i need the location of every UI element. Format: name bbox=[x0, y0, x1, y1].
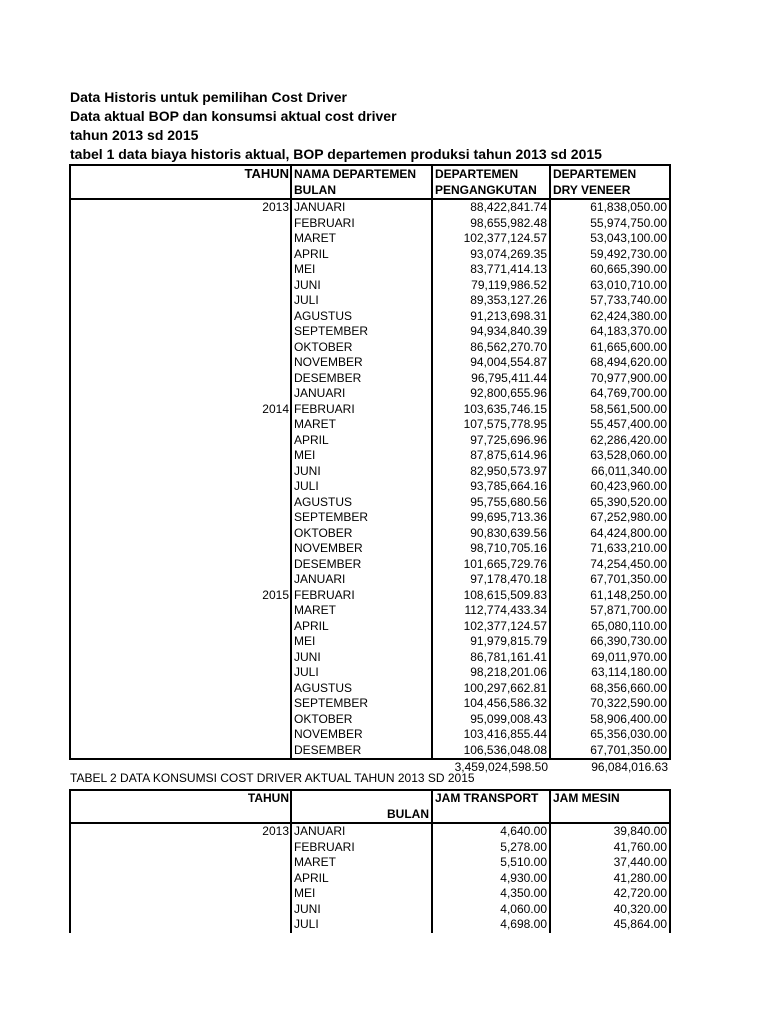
table-row bbox=[70, 712, 670, 728]
cell-pengangkutan: 101,665,729.76 bbox=[432, 557, 550, 573]
cell-bulan: JUNI bbox=[291, 650, 432, 666]
cell-bulan: MEI bbox=[291, 262, 432, 278]
cell-bulan: JUNI bbox=[291, 464, 432, 480]
cell-jam-transport: 5,278.00 bbox=[432, 840, 550, 856]
table1-header-dept1: DEPARTEMEN bbox=[432, 165, 550, 182]
cell-pengangkutan: 97,725,696.96 bbox=[432, 433, 550, 449]
cell-dry-veneer: 63,528,060.00 bbox=[550, 448, 670, 464]
cell-bulan: JULI bbox=[291, 917, 432, 933]
table-row bbox=[70, 340, 670, 356]
heading-line: Data Historis untuk pemilihan Cost Driver bbox=[70, 89, 347, 105]
table-row bbox=[70, 495, 670, 511]
table-row bbox=[70, 231, 670, 247]
table-row bbox=[70, 902, 670, 918]
cell-jam-mesin: 37,440.00 bbox=[550, 855, 670, 871]
cell-tahun bbox=[70, 650, 291, 666]
cell-bulan: OKTOBER bbox=[291, 712, 432, 728]
cell-pengangkutan: 102,377,124.57 bbox=[432, 619, 550, 635]
cell-tahun bbox=[70, 231, 291, 247]
cell-jam-transport: 5,510.00 bbox=[432, 855, 550, 871]
cell-bulan: SEPTEMBER bbox=[291, 324, 432, 340]
table-row bbox=[70, 293, 670, 309]
table-row bbox=[70, 371, 670, 387]
cell-bulan: OKTOBER bbox=[291, 340, 432, 356]
table-row bbox=[70, 199, 670, 216]
table-row bbox=[70, 464, 670, 480]
table-row bbox=[70, 681, 670, 697]
cell-pengangkutan: 82,950,573.97 bbox=[432, 464, 550, 480]
cell-dry-veneer: 60,423,960.00 bbox=[550, 479, 670, 495]
cell-tahun bbox=[70, 696, 291, 712]
cell-pengangkutan: 86,781,161.41 bbox=[432, 650, 550, 666]
cell-dry-veneer: 58,906,400.00 bbox=[550, 712, 670, 728]
cell-tahun bbox=[70, 840, 291, 856]
cell-bulan: MARET bbox=[291, 417, 432, 433]
cell-jam-mesin: 45,864.00 bbox=[550, 917, 670, 933]
cell-pengangkutan: 83,771,414.13 bbox=[432, 262, 550, 278]
table-row bbox=[70, 871, 670, 887]
cell-pengangkutan: 96,795,411.44 bbox=[432, 371, 550, 387]
cell-bulan: JANUARI bbox=[291, 572, 432, 588]
cell-jam-transport: 4,698.00 bbox=[432, 917, 550, 933]
cell-bulan: JULI bbox=[291, 479, 432, 495]
table-row bbox=[70, 855, 670, 871]
cell-bulan: FEBRUARI bbox=[291, 402, 432, 418]
cell-pengangkutan: 103,416,855.44 bbox=[432, 727, 550, 743]
cell-tahun bbox=[70, 340, 291, 356]
cell-dry-veneer: 70,322,590.00 bbox=[550, 696, 670, 712]
cell-bulan: JULI bbox=[291, 293, 432, 309]
cell-bulan: NOVEMBER bbox=[291, 355, 432, 371]
table-row bbox=[70, 650, 670, 666]
cell-bulan: SEPTEMBER bbox=[291, 696, 432, 712]
cell-dry-veneer: 64,769,700.00 bbox=[550, 386, 670, 402]
table1-header-dept1-sub: PENGANGKUTAN bbox=[432, 182, 550, 199]
table-row bbox=[70, 886, 670, 902]
cell-bulan: JANUARI bbox=[291, 199, 432, 216]
cell-pengangkutan: 94,004,554.87 bbox=[432, 355, 550, 371]
cell-bulan: MARET bbox=[291, 855, 432, 871]
table2-header-jam-mesin: JAM MESIN bbox=[550, 790, 670, 807]
document-headings bbox=[70, 88, 602, 164]
cell-tahun bbox=[70, 464, 291, 480]
table-row bbox=[70, 262, 670, 278]
cell-dry-veneer: 64,424,800.00 bbox=[550, 526, 670, 542]
cell-bulan: JANUARI bbox=[291, 386, 432, 402]
cell-tahun bbox=[70, 557, 291, 573]
cell-tahun bbox=[70, 712, 291, 728]
cell-tahun bbox=[70, 665, 291, 681]
table-row bbox=[70, 696, 670, 712]
table-row bbox=[70, 247, 670, 263]
cell-bulan: AGUSTUS bbox=[291, 681, 432, 697]
cell-jam-transport: 4,060.00 bbox=[432, 902, 550, 918]
cell-pengangkutan: 100,297,662.81 bbox=[432, 681, 550, 697]
cell-jam-mesin: 41,760.00 bbox=[550, 840, 670, 856]
cell-bulan: DESEMBER bbox=[291, 371, 432, 387]
cell-pengangkutan: 95,099,008.43 bbox=[432, 712, 550, 728]
table2-header-row-2 bbox=[70, 807, 670, 824]
cell-dry-veneer: 60,665,390.00 bbox=[550, 262, 670, 278]
cell-dry-veneer: 65,390,520.00 bbox=[550, 495, 670, 511]
cell-tahun bbox=[70, 902, 291, 918]
cell-pengangkutan: 98,218,201.06 bbox=[432, 665, 550, 681]
table1-header-dept2-sub: DRY VENEER bbox=[550, 182, 670, 199]
cell-pengangkutan: 94,934,840.39 bbox=[432, 324, 550, 340]
cell-bulan: MARET bbox=[291, 231, 432, 247]
cell-dry-veneer: 55,974,750.00 bbox=[550, 216, 670, 232]
cell-bulan: MEI bbox=[291, 886, 432, 902]
cell-bulan: NOVEMBER bbox=[291, 541, 432, 557]
table-row bbox=[70, 557, 670, 573]
cell-tahun bbox=[70, 417, 291, 433]
cell-tahun bbox=[70, 278, 291, 294]
cell-pengangkutan: 102,377,124.57 bbox=[432, 231, 550, 247]
table1-header-nama: NAMA DEPARTEMEN bbox=[291, 165, 432, 182]
cell-bulan: AGUSTUS bbox=[291, 495, 432, 511]
cell-pengangkutan: 106,536,048.08 bbox=[432, 743, 550, 760]
cell-pengangkutan: 91,979,815.79 bbox=[432, 634, 550, 650]
cell-pengangkutan: 98,710,705.16 bbox=[432, 541, 550, 557]
table-row bbox=[70, 665, 670, 681]
cell-dry-veneer: 67,701,350.00 bbox=[550, 572, 670, 588]
cell-tahun bbox=[70, 572, 291, 588]
cell-pengangkutan: 108,615,509.83 bbox=[432, 588, 550, 604]
cell-dry-veneer: 65,080,110.00 bbox=[550, 619, 670, 635]
table1-header-dept2: DEPARTEMEN bbox=[550, 165, 670, 182]
cell-pengangkutan: 87,875,614.96 bbox=[432, 448, 550, 464]
table-row bbox=[70, 572, 670, 588]
cell-dry-veneer: 70,977,900.00 bbox=[550, 371, 670, 387]
cell-tahun bbox=[70, 510, 291, 526]
cell-tahun bbox=[70, 216, 291, 232]
cell-tahun: 2014 bbox=[70, 402, 291, 418]
cell-bulan: AGUSTUS bbox=[291, 309, 432, 325]
table-row bbox=[70, 526, 670, 542]
cell-bulan: APRIL bbox=[291, 619, 432, 635]
cell-dry-veneer: 62,286,420.00 bbox=[550, 433, 670, 449]
cell-tahun bbox=[70, 603, 291, 619]
cell-dry-veneer: 59,492,730.00 bbox=[550, 247, 670, 263]
cell-dry-veneer: 57,733,740.00 bbox=[550, 293, 670, 309]
cell-dry-veneer: 68,356,660.00 bbox=[550, 681, 670, 697]
table-row bbox=[70, 634, 670, 650]
cell-bulan: JUNI bbox=[291, 278, 432, 294]
heading-line: tahun 2013 sd 2015 bbox=[70, 127, 199, 143]
cell-pengangkutan: 88,422,841.74 bbox=[432, 199, 550, 216]
cell-tahun bbox=[70, 917, 291, 933]
cell-pengangkutan: 93,785,664.16 bbox=[432, 479, 550, 495]
cell-bulan: JULI bbox=[291, 665, 432, 681]
cell-jam-transport: 4,350.00 bbox=[432, 886, 550, 902]
cell-pengangkutan: 104,456,586.32 bbox=[432, 696, 550, 712]
cell-tahun bbox=[70, 743, 291, 760]
cell-tahun bbox=[70, 309, 291, 325]
cell-dry-veneer: 69,011,970.00 bbox=[550, 650, 670, 666]
cell-pengangkutan: 103,635,746.15 bbox=[432, 402, 550, 418]
table-row bbox=[70, 603, 670, 619]
cell-pengangkutan: 90,830,639.56 bbox=[432, 526, 550, 542]
cell-tahun bbox=[70, 448, 291, 464]
cell-dry-veneer: 65,356,030.00 bbox=[550, 727, 670, 743]
cell-tahun: 2013 bbox=[70, 823, 291, 840]
cell-dry-veneer: 62,424,380.00 bbox=[550, 309, 670, 325]
cell-dry-veneer: 53,043,100.00 bbox=[550, 231, 670, 247]
cell-dry-veneer: 66,390,730.00 bbox=[550, 634, 670, 650]
cell-bulan: SEPTEMBER bbox=[291, 510, 432, 526]
cell-tahun bbox=[70, 541, 291, 557]
cell-bulan: FEBRUARI bbox=[291, 840, 432, 856]
cell-bulan: APRIL bbox=[291, 247, 432, 263]
cell-bulan: OKTOBER bbox=[291, 526, 432, 542]
table-row bbox=[70, 619, 670, 635]
cell-dry-veneer: 63,010,710.00 bbox=[550, 278, 670, 294]
cell-pengangkutan: 95,755,680.56 bbox=[432, 495, 550, 511]
table-row bbox=[70, 417, 670, 433]
table2-header-row bbox=[70, 790, 670, 807]
table-row bbox=[70, 479, 670, 495]
table-row bbox=[70, 324, 670, 340]
cell-tahun bbox=[70, 526, 291, 542]
table1-header-row bbox=[70, 165, 670, 182]
cell-tahun bbox=[70, 871, 291, 887]
heading-line: tabel 1 data biaya historis aktual, BOP departemen produksi tahun 2013 sd 2015 bbox=[70, 146, 602, 162]
cell-tahun bbox=[70, 293, 291, 309]
table2-body bbox=[70, 823, 670, 933]
cell-jam-mesin: 42,720.00 bbox=[550, 886, 670, 902]
cell-jam-transport: 4,640.00 bbox=[432, 823, 550, 840]
cell-dry-veneer: 63,114,180.00 bbox=[550, 665, 670, 681]
cell-pengangkutan: 89,353,127.26 bbox=[432, 293, 550, 309]
cell-dry-veneer: 64,183,370.00 bbox=[550, 324, 670, 340]
cell-dry-veneer: 71,633,210.00 bbox=[550, 541, 670, 557]
cell-bulan: MEI bbox=[291, 634, 432, 650]
cell-dry-veneer: 61,665,600.00 bbox=[550, 340, 670, 356]
cell-tahun bbox=[70, 479, 291, 495]
cell-tahun bbox=[70, 371, 291, 387]
cell-tahun bbox=[70, 262, 291, 278]
cell-bulan: DESEMBER bbox=[291, 743, 432, 760]
table-row bbox=[70, 309, 670, 325]
cell-bulan: APRIL bbox=[291, 433, 432, 449]
cell-pengangkutan: 91,213,698.31 bbox=[432, 309, 550, 325]
table-konsumsi-cost-driver bbox=[69, 789, 671, 933]
table2-header-bulan: BULAN bbox=[291, 807, 432, 824]
table1-total-pengangkutan: 3,459,024,598.50 bbox=[454, 760, 548, 774]
table-row bbox=[70, 386, 670, 402]
cell-dry-veneer: 67,701,350.00 bbox=[550, 743, 670, 760]
table-row bbox=[70, 727, 670, 743]
table1-header-row-2 bbox=[70, 182, 670, 199]
cell-bulan: APRIL bbox=[291, 871, 432, 887]
cell-tahun: 2015 bbox=[70, 588, 291, 604]
cell-tahun: 2013 bbox=[70, 199, 291, 216]
cell-jam-mesin: 39,840.00 bbox=[550, 823, 670, 840]
cell-dry-veneer: 68,494,620.00 bbox=[550, 355, 670, 371]
cell-pengangkutan: 79,119,986.52 bbox=[432, 278, 550, 294]
cell-bulan: DESEMBER bbox=[291, 557, 432, 573]
cell-pengangkutan: 98,655,982.48 bbox=[432, 216, 550, 232]
table1-header-bulan: BULAN bbox=[291, 182, 432, 199]
table-row bbox=[70, 278, 670, 294]
cell-tahun bbox=[70, 495, 291, 511]
table-row bbox=[70, 402, 670, 418]
cell-tahun bbox=[70, 433, 291, 449]
cell-jam-mesin: 40,320.00 bbox=[550, 902, 670, 918]
cell-pengangkutan: 99,695,713.36 bbox=[432, 510, 550, 526]
cell-tahun bbox=[70, 247, 291, 263]
table-row bbox=[70, 823, 670, 840]
cell-tahun bbox=[70, 355, 291, 371]
cell-pengangkutan: 86,562,270.70 bbox=[432, 340, 550, 356]
cell-pengangkutan: 107,575,778.95 bbox=[432, 417, 550, 433]
table-row bbox=[70, 541, 670, 557]
cell-dry-veneer: 74,254,450.00 bbox=[550, 557, 670, 573]
table-row bbox=[70, 510, 670, 526]
cell-pengangkutan: 97,178,470.18 bbox=[432, 572, 550, 588]
table2-header-jam-transport: JAM TRANSPORT bbox=[432, 790, 550, 807]
cell-bulan: JUNI bbox=[291, 902, 432, 918]
table-row bbox=[70, 588, 670, 604]
table-row bbox=[70, 448, 670, 464]
table-bop-historis bbox=[69, 164, 671, 776]
cell-tahun bbox=[70, 886, 291, 902]
cell-bulan: FEBRUARI bbox=[291, 216, 432, 232]
cell-tahun bbox=[70, 619, 291, 635]
cell-tahun bbox=[70, 634, 291, 650]
cell-tahun bbox=[70, 386, 291, 402]
cell-tahun bbox=[70, 855, 291, 871]
cell-dry-veneer: 61,838,050.00 bbox=[550, 199, 670, 216]
table2-header-tahun: TAHUN bbox=[70, 790, 291, 807]
cell-dry-veneer: 57,871,700.00 bbox=[550, 603, 670, 619]
cell-pengangkutan: 92,800,655.96 bbox=[432, 386, 550, 402]
cell-tahun bbox=[70, 681, 291, 697]
cell-pengangkutan: 93,074,269.35 bbox=[432, 247, 550, 263]
table-row bbox=[70, 433, 670, 449]
table1-header-tahun: TAHUN bbox=[70, 165, 291, 182]
cell-dry-veneer: 61,148,250.00 bbox=[550, 588, 670, 604]
heading-line: Data aktual BOP dan konsumsi aktual cost driver bbox=[70, 108, 397, 124]
cell-dry-veneer: 66,011,340.00 bbox=[550, 464, 670, 480]
cell-bulan: NOVEMBER bbox=[291, 727, 432, 743]
cell-bulan: MARET bbox=[291, 603, 432, 619]
table-row bbox=[70, 840, 670, 856]
cell-bulan: MEI bbox=[291, 448, 432, 464]
cell-bulan: FEBRUARI bbox=[291, 588, 432, 604]
cell-dry-veneer: 67,252,980.00 bbox=[550, 510, 670, 526]
table-row bbox=[70, 355, 670, 371]
table-row bbox=[70, 743, 670, 760]
cell-jam-transport: 4,930.00 bbox=[432, 871, 550, 887]
cell-tahun bbox=[70, 727, 291, 743]
table-row bbox=[70, 216, 670, 232]
cell-jam-mesin: 41,280.00 bbox=[550, 871, 670, 887]
cell-dry-veneer: 58,561,500.00 bbox=[550, 402, 670, 418]
table2-caption: TABEL 2 DATA KONSUMSI COST DRIVER AKTUAL TAHUN 2013 SD 2015 bbox=[70, 771, 475, 785]
table1-body bbox=[70, 199, 670, 759]
cell-bulan: JANUARI bbox=[291, 823, 432, 840]
table-row bbox=[70, 917, 670, 933]
table1-total-dry-veneer: 96,084,016.63 bbox=[591, 760, 668, 774]
cell-dry-veneer: 55,457,400.00 bbox=[550, 417, 670, 433]
cell-pengangkutan: 112,774,433.34 bbox=[432, 603, 550, 619]
cell-tahun bbox=[70, 324, 291, 340]
